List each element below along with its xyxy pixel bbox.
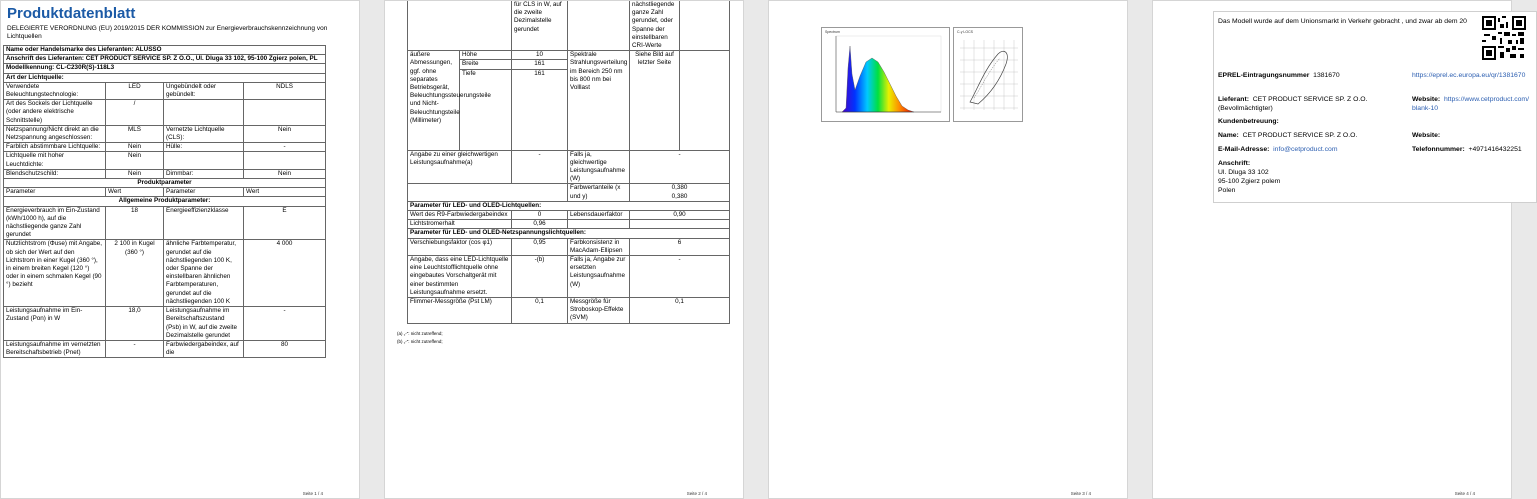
document-title: Produktdatenblatt [7, 5, 136, 22]
param-value: - [630, 256, 730, 298]
param-label: Farbkonsistenz in MacAdam-Ellipsen [568, 238, 630, 255]
param-value: - [244, 307, 326, 341]
info-row [4, 64, 326, 73]
page-4 [1152, 0, 1529, 499]
spec-value: Nein [244, 169, 326, 178]
table-cell [408, 184, 568, 201]
spec-value: / [106, 100, 164, 126]
spec-row [4, 125, 326, 142]
param-label: Falls ja, Angabe zur ersetzten Leistungsaufnahme (W) [568, 256, 630, 298]
height-value: 10 [512, 51, 568, 60]
spec-label [164, 152, 244, 169]
param-value: 0 [512, 211, 568, 220]
spec-label: Lichtquelle mit hoher Leuchtdichte: [4, 152, 106, 169]
support-name: CET PRODUCT SERVICE SP. Z O.O. [1242, 132, 1358, 139]
width-value: 161 [512, 60, 568, 69]
param-row [4, 307, 326, 341]
page-2 [384, 0, 744, 499]
param-label: ähnliche Farbtemperatur, gerundet auf die nächstliegenden 100 K, oder Spanne der einstellbaren ähnlichen Farbtemperaturen, gerundet auf die nächstliegenden 100 K [164, 240, 244, 307]
param-value: E [244, 206, 326, 240]
param-value: - [512, 150, 568, 184]
param-label: Farbwertanteile (x und y) [568, 184, 630, 201]
param-value: 0,1 [512, 298, 568, 324]
eprel-number: 1381670 [1313, 72, 1340, 79]
spec-label [164, 100, 244, 126]
spec-row [4, 100, 326, 126]
param-label: für CLS in W, auf die zweite Dezimalstelle gerundet [512, 1, 568, 51]
page-number: Seite 4 / 4 [1454, 491, 1475, 496]
section-heading: Allgemeine Produktparameter: [4, 197, 326, 206]
dimensions-label: äußere Abmessungen, ggf. ohne separates Betriebsgerät, Beleuchtungssteuerungsteile und Nicht-Beleuchtungsteile (Millimeter) [408, 51, 460, 150]
param-row [4, 206, 326, 240]
param-row [408, 298, 730, 324]
eprel-info-card [1213, 11, 1537, 203]
param-value: 4 000 [244, 240, 326, 307]
spec-value: NDLS [244, 82, 326, 99]
param-label: Leistungsaufnahme im vernetzten Bereitschaftsbetrieb (Pnet) [4, 340, 106, 357]
address-line-1: Ul. Dluga 33 102 [1218, 169, 1269, 176]
spec-label: Verwendete Beleuchtungstechnologie: [4, 82, 106, 99]
header-row [4, 188, 326, 197]
param-label: Leistungsaufnahme im Ein-Zustand (Pon) in W [4, 307, 106, 341]
spec-row [4, 169, 326, 178]
spec-value [244, 152, 326, 169]
polar-chart [953, 27, 1023, 122]
phone-number: +4971416432251 [1468, 146, 1522, 153]
section-row [4, 179, 326, 188]
section-row [408, 201, 730, 210]
product-params-table-2 [407, 1, 730, 324]
spec-row [4, 143, 326, 152]
spec-label: Art des Sockels der Lichtquelle (oder andere elektrische Schnittstelle) [4, 100, 106, 126]
eprel-link[interactable]: https://eprel.ec.europa.eu/qr/1381670 [1412, 72, 1526, 79]
param-value: 0,1 [630, 298, 730, 324]
page-number: Seite 3 / 4 [1070, 491, 1091, 496]
param-row [408, 256, 730, 298]
spectrum-graph [822, 28, 949, 121]
spec-value [244, 100, 326, 126]
param-label: Lebensdauerfaktor [568, 211, 630, 220]
page-3 [768, 0, 1128, 499]
section-heading: Parameter für LED- und OLED-Netzspannungslichtquellen: [408, 229, 730, 238]
website-link[interactable]: https://www.cetproduct.com/blank-10 [1412, 96, 1529, 112]
continuation-row [408, 1, 730, 51]
support-name-line: Name: CET PRODUCT SERVICE SP. Z O.O. [1218, 132, 1358, 139]
info-cell: Art der Lichtquelle: [4, 73, 326, 82]
info-row [4, 73, 326, 82]
param-value: 80 [244, 340, 326, 357]
support-website-label: Website: [1412, 132, 1441, 139]
address-line-3: Polen [1218, 187, 1236, 194]
page-number: Seite 1 / 4 [302, 491, 323, 496]
qr-code-icon[interactable] [1482, 16, 1526, 60]
spec-value: MLS [106, 125, 164, 142]
column-header: Wert [106, 188, 164, 197]
spec-value: Nein [244, 125, 326, 142]
param-label: Verschiebungsfaktor (cos φ1) [408, 238, 512, 255]
param-value: 18 [106, 206, 164, 240]
table-cell [408, 1, 512, 51]
param-label: Angabe zu einer gleichwertigen Leistungsaufnahme(a) [408, 150, 512, 184]
dims-row [408, 51, 730, 60]
polar-graph [954, 28, 1022, 121]
param-value [630, 220, 730, 229]
param-value: 0,90 [630, 211, 730, 220]
param-value: 0,95 [512, 238, 568, 255]
param-label: Messgröße für Stroboskop-Effekte (SVM) [568, 298, 630, 324]
phone-line: Telefonnummer: +4971416432251 [1412, 146, 1522, 153]
info-row [4, 55, 326, 64]
spec-label: Netzspannung/Nicht direkt an die Netzspannung angeschlossen: [4, 125, 106, 142]
param-label: Flimmer-Messgröße (Pst LM) [408, 298, 512, 324]
regulation-subtitle: DELEGIERTE VERORDNUNG (EU) 2019/2015 DER KOMMISSION zur Energieverbrauchskennzeichnung von Lichtquellen [7, 25, 328, 40]
param-value: -(b) [512, 256, 568, 298]
spec-value: Nein [106, 152, 164, 169]
width-label: Breite [460, 60, 512, 69]
param-row [408, 220, 730, 229]
section-heading: Produktparameter [4, 179, 326, 188]
param-label: Farbwiedergabeindex, auf die [164, 340, 244, 357]
param-row [408, 211, 730, 220]
email-line: E-Mail-Adresse: info@cetproduct.com [1218, 146, 1338, 153]
eprel-label: EPREL-Eintragungsnummer 1381670 [1218, 72, 1340, 79]
table-cell [680, 51, 730, 150]
param-row [4, 240, 326, 307]
spectrum-title: Spectrum [825, 30, 840, 34]
param-label: Wert des R9-Farbwiedergabeindex [408, 211, 512, 220]
param-label: Angabe, dass eine LED-Lichtquelle eine Leuchtstofflichtquelle ohne eingebautes Vorschaltgerät mit einer bestimmten Leistungsaufnahme ersetzt. [408, 256, 512, 298]
depth-value: 161 [512, 69, 568, 150]
param-row [408, 238, 730, 255]
section-row [4, 197, 326, 206]
info-cell: Anschrift des Lieferanten: CET PRODUCT SERVICE SP. Z O.O., Ul. Dluga 33 102, 95-100 Zgierz polen, PL [4, 55, 326, 64]
table-cell [680, 1, 730, 51]
supplier-line: Lieferant: CET PRODUCT SERVICE SP. Z O.O. (Bevollmächtigter) [1218, 96, 1368, 112]
param-row [4, 340, 326, 357]
height-label: Höhe [460, 51, 512, 60]
column-header: Wert [244, 188, 326, 197]
param-value: 2 100 in Kugel (360 °) [106, 240, 164, 307]
param-value: 6 [630, 238, 730, 255]
section-row [408, 229, 730, 238]
param-label: Energieverbrauch im Ein-Zustand (kWh/1000 h), auf die nächstliegende ganze Zahl gerundet [4, 206, 106, 240]
info-row [4, 46, 326, 55]
param-label: Nutzlichtstrom (Φuse) mit Angabe, ob sich der Wert auf den Lichtstrom in einer Kugel (360 °), in einem breiten Kegel (120 °) oder in einem schmalen Kegel (90 °) bezieht [4, 240, 106, 307]
spec-label: Ungebündelt oder gebündelt: [164, 82, 244, 99]
param-value: - [630, 150, 730, 184]
param-label: Leistungsaufnahme im Bereitschaftszustand (Psb) in W, auf die zweite Dezimalstelle gerundet [164, 307, 244, 341]
spec-row [4, 152, 326, 169]
spec-value: Nein [106, 143, 164, 152]
column-header: Parameter [164, 188, 244, 197]
product-info-table [3, 45, 326, 358]
footnote: (b) „-“: nicht zutreffend; [397, 338, 443, 344]
param-label: Energieeffizienzklasse [164, 206, 244, 240]
param-label: Falls ja, gleichwertige Leistungsaufnahme (W) [568, 150, 630, 184]
depth-label: Tiefe [460, 69, 512, 150]
param-value: 18,0 [106, 307, 164, 341]
chroma-row [408, 184, 730, 201]
support-heading: Kundenbetreuung: [1218, 118, 1279, 125]
spec-label: Dimmbar: [164, 169, 244, 178]
info-cell: Name oder Handelsmarke des Lieferanten: ALUSSO [4, 46, 326, 55]
section-heading: Parameter für LED- und OLED-Lichtquellen: [408, 201, 730, 210]
spectral-label: Spektrale Strahlungsverteilung im Bereich 250 nm bis 800 nm bei Volllast [568, 51, 630, 150]
spec-label: Farblich abstimmbare Lichtquelle: [4, 143, 106, 152]
param-value: - [106, 340, 164, 357]
spec-label: Vernetzte Lichtquelle (CLS): [164, 125, 244, 142]
polar-title: C-γ LOCS [957, 30, 973, 34]
info-cell: Modellkennung: CL-C230R(S)-118L3 [4, 64, 326, 73]
page-1 [0, 0, 360, 499]
page-1-header [7, 5, 329, 41]
table-cell [568, 1, 630, 51]
address-label: Anschrift: [1218, 160, 1251, 167]
supplier-name: CET PRODUCT SERVICE SP. Z O.O. (Bevollmächtigter) [1218, 96, 1368, 112]
page-number: Seite 2 / 4 [686, 491, 707, 496]
spec-value: LED [106, 82, 164, 99]
spectral-value: Siehe Bild auf letzter Seite [630, 51, 680, 150]
param-label: nächstliegende ganze Zahl gerundet, oder Spanne der einstellbaren CRI-Werte [630, 1, 680, 51]
website-line: Website: https://www.cetproduct.com/blank-10 [1412, 96, 1529, 112]
param-label [568, 220, 630, 229]
spec-value: - [244, 143, 326, 152]
equiv-row [408, 150, 730, 184]
column-header: Parameter [4, 188, 106, 197]
spec-row [4, 82, 326, 99]
spec-label: Hülle: [164, 143, 244, 152]
spectrum-chart [821, 27, 950, 122]
address-line-2: 95-100 Zgierz polem [1218, 178, 1281, 185]
footnote: (a) „-“: nicht zutreffend; [397, 330, 443, 336]
market-intro: Das Modell wurde auf dem Unionsmarkt in Verkehr gebracht , und zwar ab dem 20 [1218, 18, 1467, 25]
spec-label: Blendschutzschild: [4, 169, 106, 178]
spec-value: Nein [106, 169, 164, 178]
email-link[interactable]: info@cetproduct.com [1273, 146, 1338, 153]
param-label: Lichtstromerhalt [408, 220, 512, 229]
param-value: 0,380 0,380 [630, 184, 730, 201]
param-value: 0,96 [512, 220, 568, 229]
